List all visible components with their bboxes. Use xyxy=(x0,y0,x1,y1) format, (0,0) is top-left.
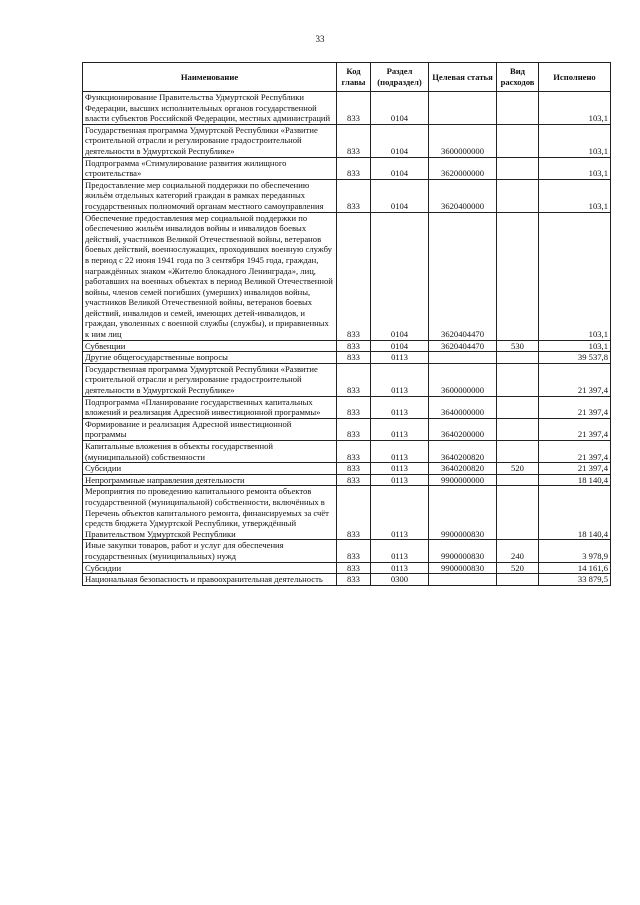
row-code: 833 xyxy=(337,474,371,486)
row-name: Субсидии xyxy=(83,562,337,574)
row-amount: 18 140,4 xyxy=(539,486,611,540)
row-target: 3640200000 xyxy=(429,418,497,440)
row-type: 530 xyxy=(497,340,539,352)
row-code: 833 xyxy=(337,418,371,440)
header-section: Раздел (подраздел) xyxy=(371,63,429,92)
table-row xyxy=(83,441,611,463)
row-section: 0300 xyxy=(371,574,429,586)
row-name: Национальная безопасность и правоохранительная деятельность xyxy=(83,574,337,586)
row-type xyxy=(497,574,539,586)
row-type xyxy=(497,124,539,157)
row-section: 0104 xyxy=(371,212,429,340)
row-amount: 21 397,4 xyxy=(539,396,611,418)
row-target xyxy=(429,574,497,586)
row-section: 0113 xyxy=(371,486,429,540)
row-target: 3620404470 xyxy=(429,340,497,352)
row-amount: 18 140,4 xyxy=(539,474,611,486)
row-target: 9900000830 xyxy=(429,562,497,574)
row-code: 833 xyxy=(337,212,371,340)
row-target: 3640200820 xyxy=(429,441,497,463)
row-section: 0104 xyxy=(371,124,429,157)
row-target: 9900000830 xyxy=(429,486,497,540)
table-row xyxy=(83,340,611,352)
row-target: 9900000000 xyxy=(429,474,497,486)
row-section: 0104 xyxy=(371,92,429,125)
row-target: 3620400000 xyxy=(429,179,497,212)
row-type xyxy=(497,179,539,212)
row-type: 240 xyxy=(497,540,539,562)
table-row xyxy=(83,179,611,212)
row-target: 3640000000 xyxy=(429,396,497,418)
row-amount: 103,1 xyxy=(539,212,611,340)
row-amount: 39 537,8 xyxy=(539,352,611,364)
table-row xyxy=(83,418,611,440)
header-type: Вид расходов xyxy=(497,63,539,92)
row-code: 833 xyxy=(337,396,371,418)
row-type xyxy=(497,486,539,540)
row-target xyxy=(429,352,497,364)
row-target: 3600000000 xyxy=(429,124,497,157)
table-row xyxy=(83,463,611,475)
row-amount: 21 397,4 xyxy=(539,418,611,440)
row-name: Обеспечение предоставления мер социальной поддержки по обеспечению жильём инвалидов войны и инвалидов боевых действий, участников Великой Отечественной войны, ветеранов боевых действий, военнослужащих, проходивших военную службу в период с 22 июня 1941 года по 3 сентября 1945 года, граждан, награждённых знаком «Жителю блокадного Ленинграда», лиц, работавших на военных объектах в период Великой Отечественной войны, членов семей погибших (умерших) инвалидов войны, участников Великой Отечественной войны, ветеранов боевых действий, инвалидов и семей, имеющих детей-инвалидов, и граждан, уволенных с военной службы (службы), и приравненных к ним лиц xyxy=(83,212,337,340)
row-name: Другие общегосударственные вопросы xyxy=(83,352,337,364)
row-name: Государственная программа Удмуртской Республики «Развитие строительной отрасли и регулирование градостроительной деятельности в Удмуртской Республике» xyxy=(83,363,337,396)
row-name: Капитальные вложения в объекты государственной (муниципальной) собственности xyxy=(83,441,337,463)
row-code: 833 xyxy=(337,124,371,157)
row-target: 9900000830 xyxy=(429,540,497,562)
row-type xyxy=(497,363,539,396)
row-name: Мероприятия по проведению капитального ремонта объектов государственной (муниципальной) собственности, включённых в Перечень объектов капитального ремонта, финансируемых за счёт средств бюджета Удмуртской Республики, утверждённый Правительством Удмуртской Республики xyxy=(83,486,337,540)
header-code: Код главы xyxy=(337,63,371,92)
row-target: 3600000000 xyxy=(429,363,497,396)
table-row xyxy=(83,486,611,540)
row-type: 520 xyxy=(497,463,539,475)
table-row xyxy=(83,363,611,396)
row-amount: 103,1 xyxy=(539,179,611,212)
row-section: 0113 xyxy=(371,396,429,418)
header-target: Целевая статья xyxy=(429,63,497,92)
table-row xyxy=(83,474,611,486)
row-name: Подпрограмма «Планирование государственных капитальных вложений и реализация Адресной инвестиционной программы» xyxy=(83,396,337,418)
row-amount: 33 879,5 xyxy=(539,574,611,586)
row-type xyxy=(497,474,539,486)
row-section: 0113 xyxy=(371,352,429,364)
row-type xyxy=(497,92,539,125)
row-code: 833 xyxy=(337,352,371,364)
row-name: Формирование и реализация Адресной инвестиционной программы xyxy=(83,418,337,440)
row-amount: 21 397,4 xyxy=(539,463,611,475)
row-code: 833 xyxy=(337,157,371,179)
table-row xyxy=(83,540,611,562)
table-row xyxy=(83,212,611,340)
row-section: 0104 xyxy=(371,179,429,212)
row-code: 833 xyxy=(337,574,371,586)
row-amount: 14 161,6 xyxy=(539,562,611,574)
table-row xyxy=(83,352,611,364)
row-name: Функционирование Правительства Удмуртской Республики Федерации, высших исполнительных органов государственной власти субъектов Российской Федерации, местных администраций xyxy=(83,92,337,125)
table-row xyxy=(83,157,611,179)
row-section: 0113 xyxy=(371,540,429,562)
row-type xyxy=(497,212,539,340)
row-code: 833 xyxy=(337,463,371,475)
row-code: 833 xyxy=(337,92,371,125)
row-target: 3640200820 xyxy=(429,463,497,475)
header-name: Наименование xyxy=(83,63,337,92)
row-amount: 103,1 xyxy=(539,92,611,125)
header-done: Исполнено xyxy=(539,63,611,92)
table-row xyxy=(83,562,611,574)
row-section: 0113 xyxy=(371,418,429,440)
row-amount: 21 397,4 xyxy=(539,363,611,396)
row-amount: 103,1 xyxy=(539,157,611,179)
row-name: Непрограммные направления деятельности xyxy=(83,474,337,486)
row-section: 0113 xyxy=(371,562,429,574)
row-type xyxy=(497,396,539,418)
row-type xyxy=(497,441,539,463)
row-code: 833 xyxy=(337,486,371,540)
row-section: 0104 xyxy=(371,157,429,179)
row-name: Предоставление мер социальной поддержки по обеспечению жильём отдельных категорий граждан в рамках переданных государственных полномочий органам местного самоуправления xyxy=(83,179,337,212)
row-section: 0113 xyxy=(371,441,429,463)
row-name: Иные закупки товаров, работ и услуг для обеспечения государственных (муниципальных) нужд xyxy=(83,540,337,562)
row-type xyxy=(497,157,539,179)
table-row xyxy=(83,124,611,157)
row-amount: 21 397,4 xyxy=(539,441,611,463)
row-section: 0113 xyxy=(371,463,429,475)
row-code: 833 xyxy=(337,363,371,396)
table-header-row xyxy=(83,63,611,92)
row-amount: 103,1 xyxy=(539,340,611,352)
row-name: Подпрограмма «Стимулирование развития жилищного строительства» xyxy=(83,157,337,179)
row-name: Государственная программа Удмуртской Республики «Развитие строительной отрасли и регулирование градостроительной деятельности в Удмуртской Республике» xyxy=(83,124,337,157)
row-name: Субсидии xyxy=(83,463,337,475)
budget-table xyxy=(82,62,611,586)
row-code: 833 xyxy=(337,340,371,352)
table-row xyxy=(83,92,611,125)
row-section: 0113 xyxy=(371,474,429,486)
row-code: 833 xyxy=(337,441,371,463)
row-type xyxy=(497,352,539,364)
row-code: 833 xyxy=(337,540,371,562)
page-number: 33 xyxy=(315,34,325,44)
row-amount: 3 978,9 xyxy=(539,540,611,562)
row-section: 0113 xyxy=(371,363,429,396)
row-target: 3620000000 xyxy=(429,157,497,179)
row-target xyxy=(429,92,497,125)
row-code: 833 xyxy=(337,179,371,212)
row-type: 520 xyxy=(497,562,539,574)
table-row xyxy=(83,574,611,586)
row-target: 3620404470 xyxy=(429,212,497,340)
row-name: Субвенции xyxy=(83,340,337,352)
row-type xyxy=(497,418,539,440)
row-amount: 103,1 xyxy=(539,124,611,157)
row-code: 833 xyxy=(337,562,371,574)
row-section: 0104 xyxy=(371,340,429,352)
table-row xyxy=(83,396,611,418)
